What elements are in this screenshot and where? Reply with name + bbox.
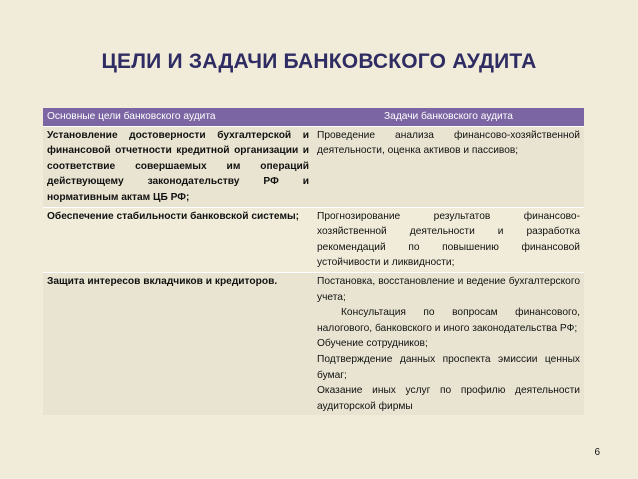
task-text: Постановка, восстановление и ведение бухгалтерского учета; — [317, 275, 580, 303]
tasks-cell — [313, 207, 584, 272]
task-text: Подтверждение данных проспекта эмиссии ценных бумаг; — [317, 353, 580, 381]
audit-goals-table — [43, 108, 584, 415]
goal-text: Защита интересов вкладчиков и кредиторов. — [47, 275, 278, 287]
goal-cell — [43, 207, 313, 272]
tasks-cell — [313, 126, 584, 207]
header-goals: Основные цели банковского аудита — [43, 108, 313, 126]
goal-cell — [43, 126, 313, 207]
task-text: Прогнозирование результатов финансово-хозяйственной деятельности и разработка рекомендаций по повышению финансовой устойчивости и ликвидности; — [317, 210, 580, 269]
page-number: 6 — [594, 447, 600, 458]
goal-text: Обеспечение стабильности банковской системы; — [47, 210, 300, 222]
task-text: Обучение сотрудников; — [317, 338, 428, 350]
table-row — [43, 207, 584, 272]
table-row — [43, 272, 584, 415]
table-header-row — [43, 108, 584, 126]
tasks-cell — [313, 272, 584, 415]
goal-text: Установление достоверности бухгалтерской и финансовой отчетности кредитной организации и соответствие совершаемых им операций действующему законодательству РФ и нормативным актам ЦБ РФ; — [47, 129, 309, 203]
task-text: Оказание иных услуг по профилю деятельности аудиторской фирмы — [317, 385, 580, 412]
slide-title: ЦЕЛИ И ЗАДАЧИ БАНКОВСКОГО АУДИТА — [101, 50, 537, 73]
table-row — [43, 126, 584, 207]
task-text: Консультация по вопросам финансового, налогового, банковского и иного законодательства РФ; — [317, 307, 580, 334]
goal-cell — [43, 272, 313, 415]
header-tasks: Задачи банковского аудита — [313, 108, 584, 126]
task-text: Проведение анализа финансово-хозяйственной деятельности, оценка активов и пассивов; — [317, 129, 580, 157]
